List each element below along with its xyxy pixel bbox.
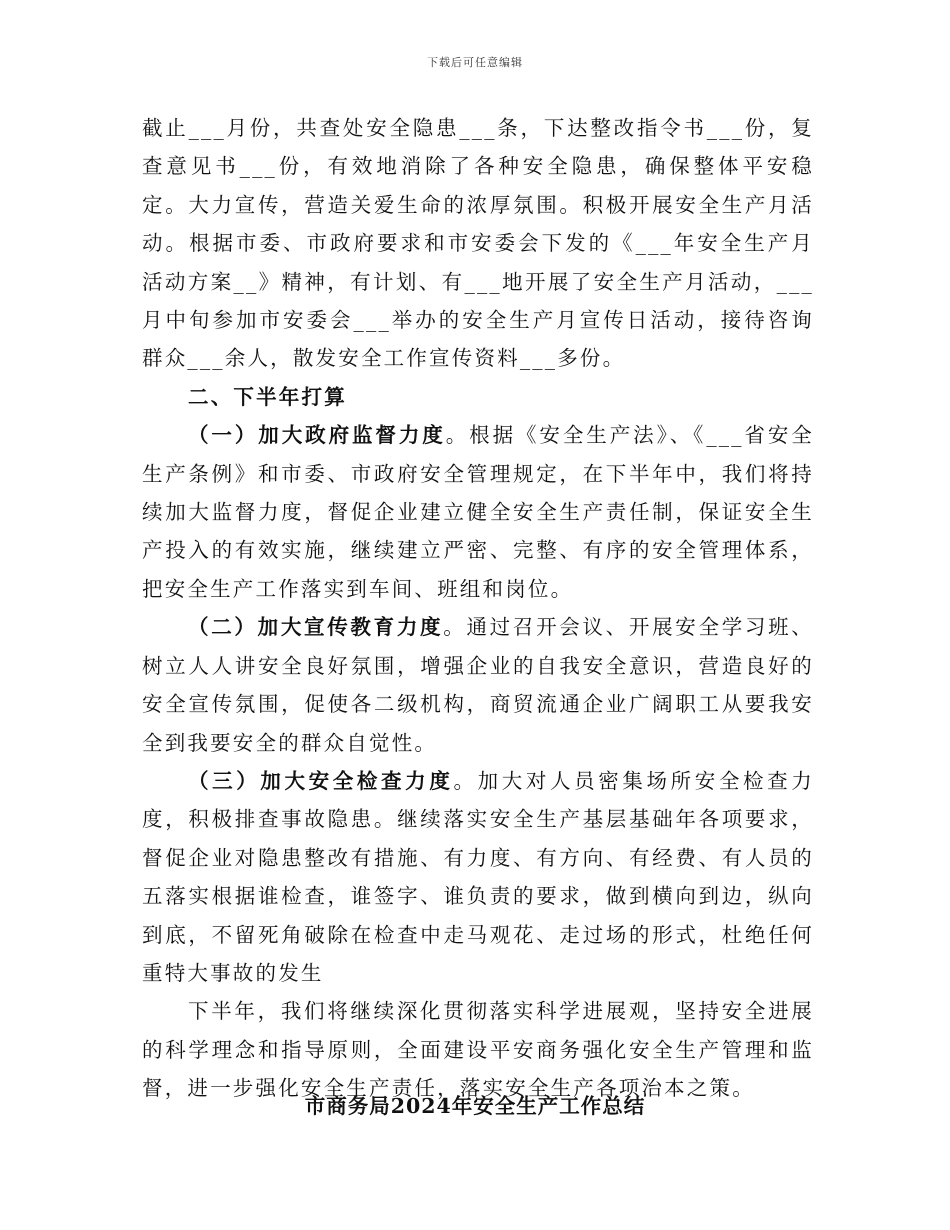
page-header-note: 下载后可任意编辑 (427, 56, 523, 69)
paragraph-conclusion: 下半年，我们将继续深化贯彻落实科学进展观，坚持安全进展的科学理念和指导原则，全面建设平安商务强化安全生产管理和监督，进一步强化安全生产责任，落实安全生产各项治本之策。 (142, 999, 814, 1101)
next-document-title: 市商务局2024年安全生产工作总结 (304, 1094, 646, 1118)
item-2-heading: （二）加大宣传教育力度 (188, 615, 444, 640)
item-2-text: 。通过召开会议、开展安全学习班、树立人人讲安全良好氛围，增强企业的自我安全意识，营造良好的安全宣传氛围，促使各二级机构，商贸流通企业广阔职工从要我安全到我要安全的群众自觉性。 (142, 615, 815, 755)
paragraph-item-1 (142, 416, 814, 608)
item-3-text: 。加大对人员密集场所安全检查力度，积极排查事故隐患。继续落实安全生产基层基础年各项要求，督促企业对隐患整改有措施、有力度、有方向、有经费、有人员的五落实根据谁检查，谁签字、谁负责的要求，做到横向到边，纵向到底，不留死角破除在检查中走马观花、走过场的形式，杜绝任何重特大事故的发生 (142, 768, 814, 985)
item-1-heading: （一）加大政府监督力度 (188, 423, 446, 448)
paragraph-item-2 (142, 608, 814, 762)
paragraph-first-half-summary: 截止___月份，共查处安全隐患___条，下达整改指令书___份，复查意见书___份，有效地消除了各种安全隐患，确保整体平安稳定。大力宣传，营造关爱生命的浓厚氛围。积极开展安全生产月活动。根据市委、市政府要求和市安委会下发的《___年安全生产月活动方案__》精神，有计划、有___地开展了安全生产月活动，___月中旬参加市安委会___举办的安全生产月宣传日活动，接待咨询群众___余人，散发安全工作宣传资料___多份。 (142, 116, 814, 371)
paragraph-item-3 (142, 762, 814, 992)
item-1-text: 。根据《安全生产法》、《___省安全生产条例》和市委、市政府安全管理规定，在下半年中，我们将持续加大监督力度，督促企业建立健全安全生产责任制，保证安全生产投入的有效实施，继续建立严密、完整、有序的安全管理体系，把安全生产工作落实到车间、班组和岗位。 (142, 423, 814, 601)
document-body (142, 109, 814, 1108)
item-3-heading: （三）加大安全检查力度 (188, 768, 454, 793)
section-heading-second-half-plan: 二、下半年打算 (188, 384, 347, 409)
